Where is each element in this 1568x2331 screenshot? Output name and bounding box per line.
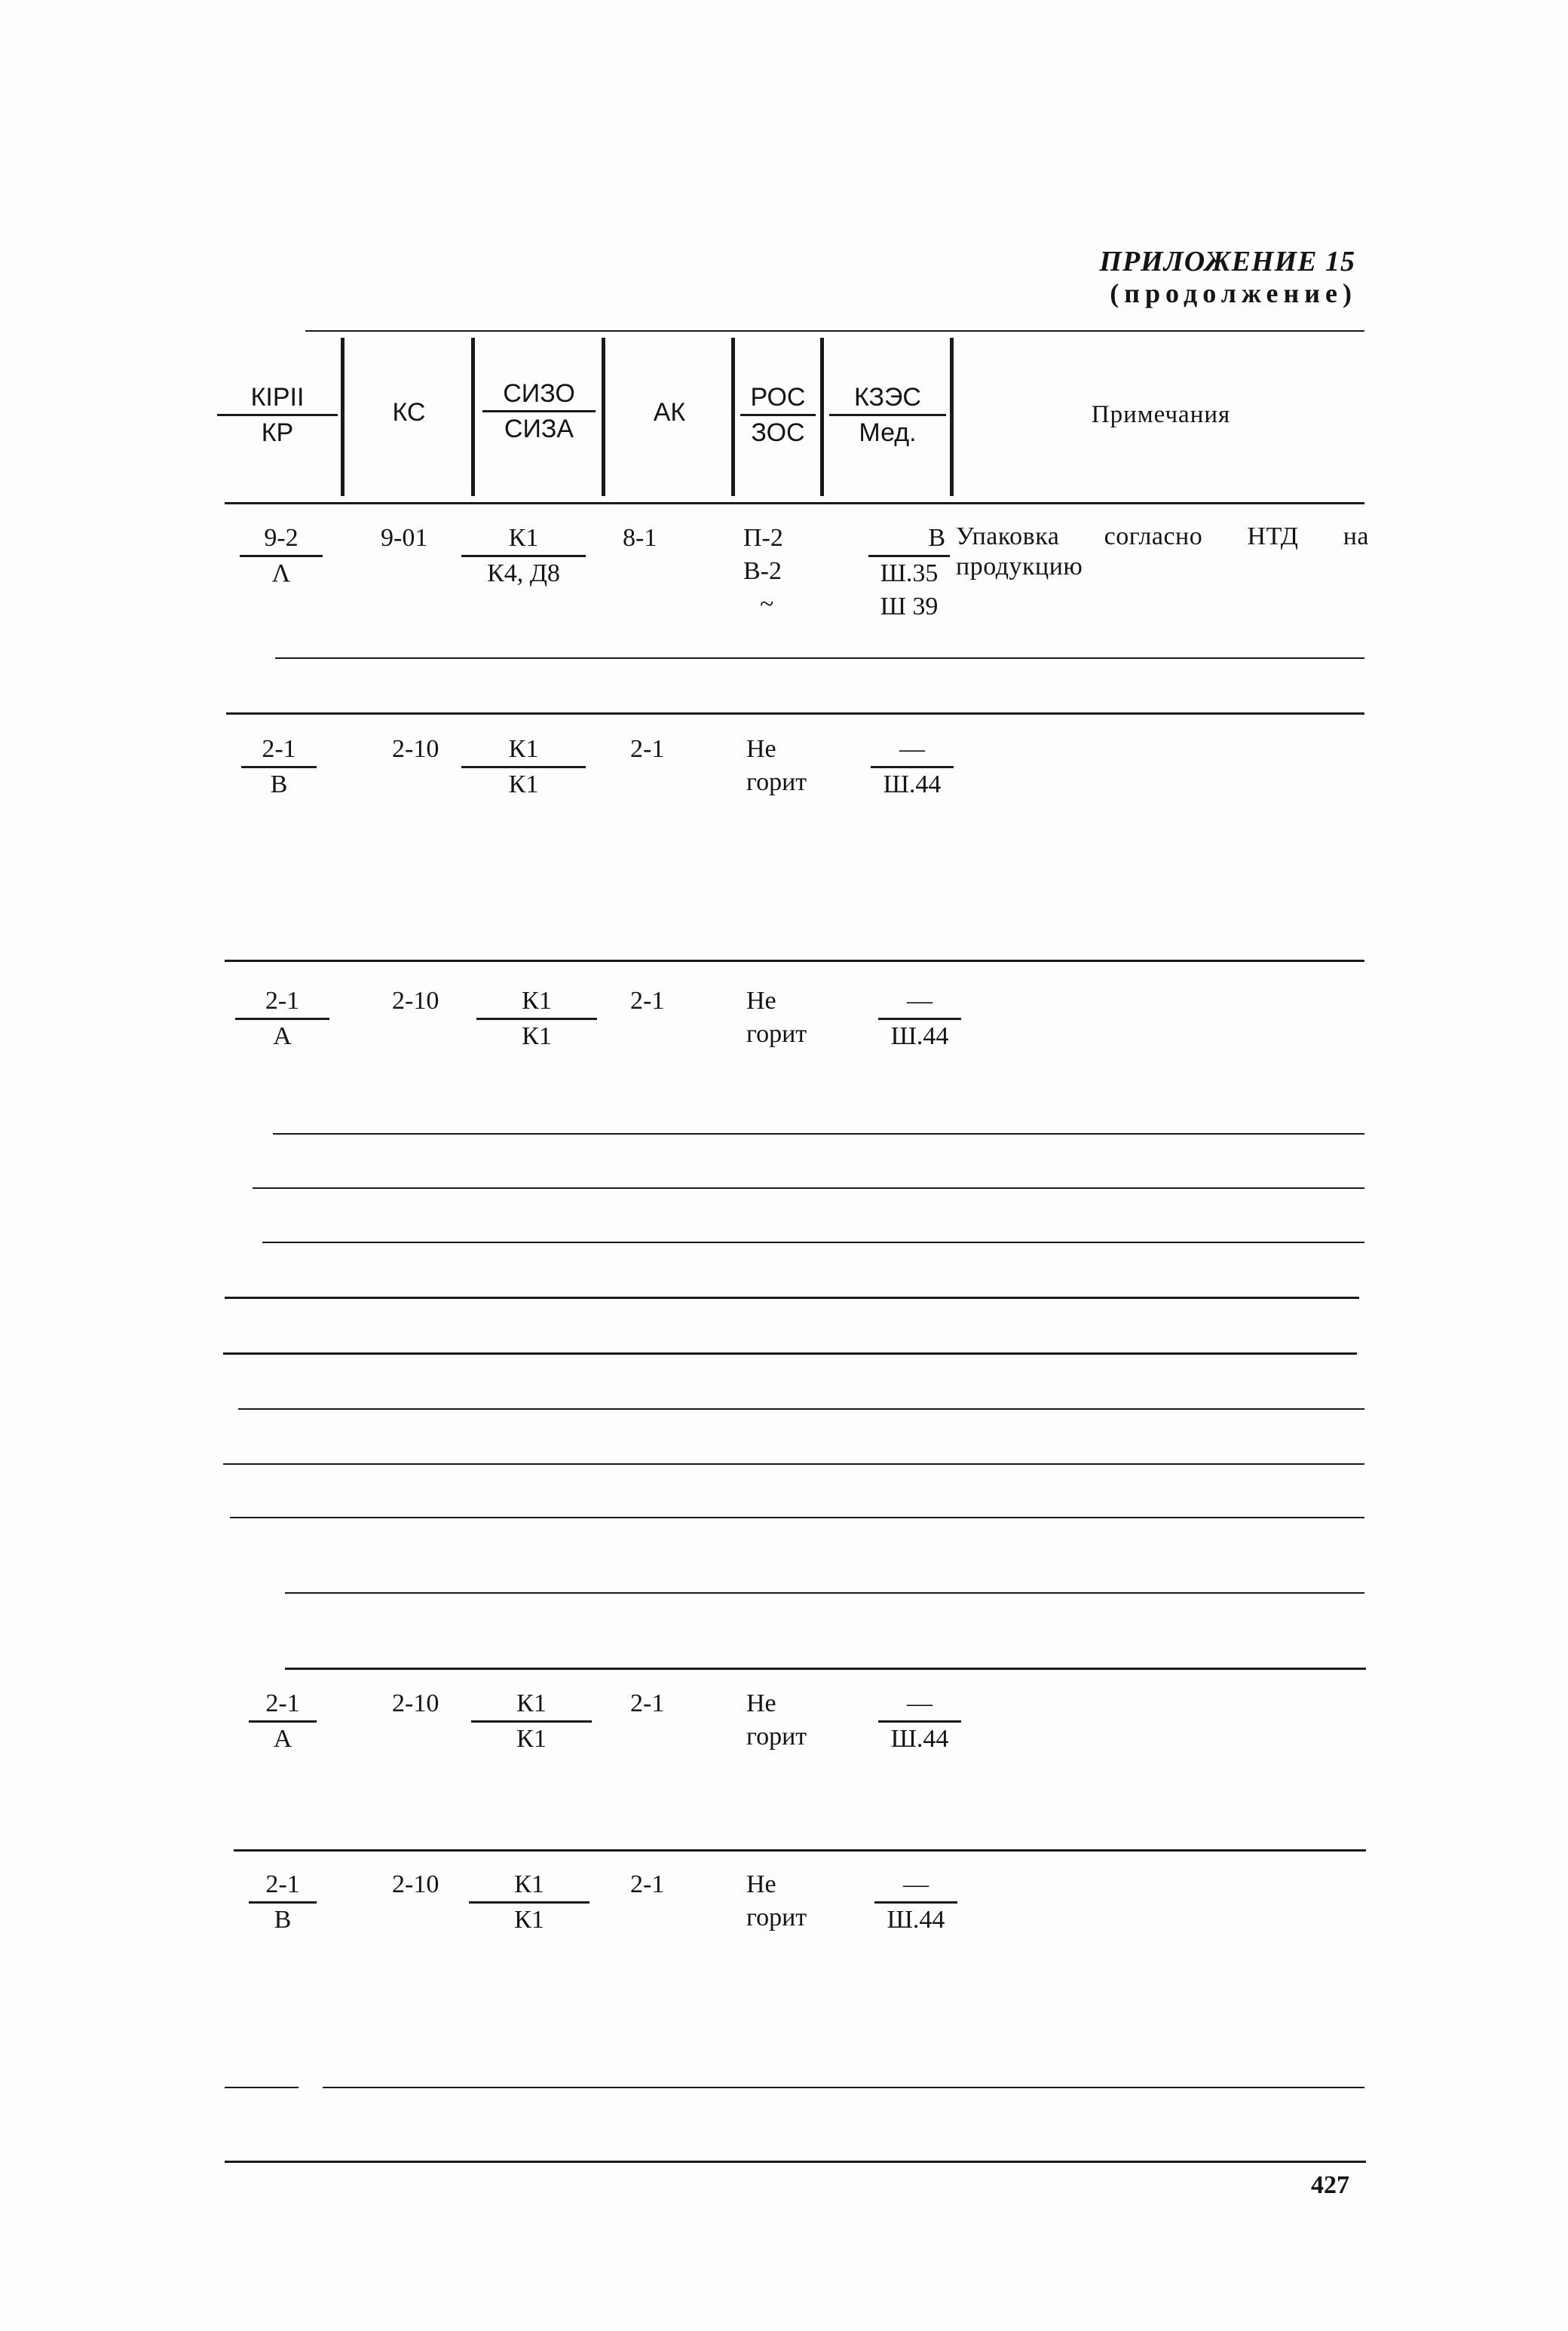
cell-sizo-siza	[469, 1868, 590, 1937]
cell-ros-line: горит	[746, 1020, 807, 1048]
row-rule	[225, 960, 1364, 962]
cell-siza: К4, Д8	[487, 559, 560, 587]
cell-ros-line: горит	[746, 1904, 807, 1931]
cell-med: Ш.35	[880, 559, 939, 587]
cell-krpii: 9-2	[240, 522, 323, 557]
row-rule	[226, 712, 1364, 715]
row-rule	[275, 657, 1364, 659]
column-header-siza: СИЗА	[504, 415, 574, 443]
cell-kzes-med	[878, 985, 961, 1053]
cell-kr: В	[274, 1906, 292, 1934]
cell-krpii-kr	[249, 1687, 317, 1756]
blank-rule	[238, 1408, 1364, 1410]
cell-ros-line: Не	[746, 1870, 776, 1898]
column-header-kzes-med	[829, 381, 946, 449]
blank-rule	[225, 2087, 299, 2088]
cell-med: Ш.44	[890, 1725, 949, 1753]
cell-ak: 2-1	[630, 1870, 665, 1898]
blank-rule	[323, 2087, 1364, 2088]
cell-sizo: К1	[461, 522, 586, 557]
cell-siza: К1	[514, 1906, 544, 1934]
cell-kzes-med	[878, 1687, 961, 1756]
cell-med: Ш 39	[880, 593, 939, 620]
column-header-ros-zos	[740, 381, 816, 449]
cell-ros-line: Не	[746, 735, 776, 763]
table-bottom-rule	[225, 2161, 1366, 2163]
cell-ros-line: П-2	[743, 524, 783, 552]
column-header-kr: КР	[261, 418, 294, 447]
column-header-notes: Примечания	[1091, 401, 1231, 428]
blank-rule	[223, 1352, 1357, 1355]
cell-siza: К1	[516, 1725, 547, 1753]
cell-kzes: В	[868, 522, 950, 557]
row-rule	[285, 1668, 1366, 1670]
cell-note: Упаковка согласно НТД на продукцию	[956, 522, 1369, 580]
row-rule	[234, 1849, 1366, 1852]
cell-krpii: 2-1	[249, 1687, 317, 1723]
cell-ros-line: горит	[746, 1723, 807, 1751]
cell-kzes-med	[868, 522, 950, 623]
cell-ks: 9-01	[381, 524, 428, 552]
cell-kzes: —	[874, 1868, 957, 1904]
column-header-sizo-siza	[482, 377, 596, 446]
cell-krpii: 2-1	[235, 985, 329, 1020]
cell-med: Ш.44	[890, 1022, 949, 1050]
column-divider	[731, 338, 735, 496]
cell-siza: К1	[508, 770, 539, 798]
cell-ros-line: ~	[760, 590, 774, 618]
cell-ak: 2-1	[630, 1689, 665, 1717]
cell-ak: 2-1	[630, 735, 665, 763]
blank-rule	[273, 1133, 1364, 1135]
cell-sizo-siza	[461, 522, 586, 590]
cell-krpii: 2-1	[249, 1868, 317, 1904]
cell-ros	[743, 522, 783, 621]
blank-rule	[230, 1517, 1364, 1518]
column-header-ak: АК	[653, 398, 686, 427]
cell-med: Ш.44	[887, 1906, 945, 1934]
column-header-krpii: КIРII	[217, 381, 338, 416]
cell-krpii-kr	[240, 522, 323, 590]
column-header-krpii-kr	[217, 381, 338, 449]
column-header-sizo: СИЗО	[482, 377, 596, 412]
cell-sizo: К1	[469, 1868, 590, 1904]
appendix-title: ПРИЛОЖЕНИЕ 15	[1099, 246, 1355, 277]
column-header-zos: ЗОС	[751, 418, 805, 447]
cell-kzes: —	[871, 733, 954, 768]
cell-ks: 2-10	[392, 1689, 439, 1717]
cell-ks: 2-10	[392, 735, 439, 763]
blank-rule	[262, 1242, 1364, 1243]
blank-rule	[253, 1187, 1364, 1189]
cell-ros-line: Не	[746, 1689, 776, 1717]
blank-rule	[223, 1463, 1364, 1465]
cell-sizo: К1	[471, 1687, 592, 1723]
cell-krpii: 2-1	[241, 733, 317, 768]
cell-ros-line: горит	[746, 768, 807, 796]
cell-ak: 2-1	[630, 987, 665, 1015]
cell-sizo-siza	[476, 985, 597, 1053]
column-divider	[471, 338, 475, 496]
cell-sizo: К1	[476, 985, 597, 1020]
table-top-rule	[305, 330, 1364, 332]
cell-sizo-siza	[461, 733, 586, 801]
column-header-kzes: КЗЭС	[829, 381, 946, 416]
cell-siza: К1	[522, 1022, 552, 1050]
blank-rule	[225, 1297, 1359, 1299]
cell-ros	[746, 1687, 807, 1754]
cell-kr: В	[270, 770, 288, 798]
cell-kzes-med	[874, 1868, 957, 1937]
column-divider	[602, 338, 605, 496]
cell-krpii-kr	[241, 733, 317, 801]
blank-rule	[285, 1592, 1364, 1594]
cell-kzes: —	[878, 1687, 961, 1723]
cell-kr: А	[273, 1725, 292, 1753]
page-number: 427	[1311, 2171, 1349, 2199]
cell-kzes: —	[878, 985, 961, 1020]
column-header-ros: РОС	[740, 381, 816, 416]
cell-ks: 2-10	[392, 1870, 439, 1898]
cell-ks: 2-10	[392, 987, 439, 1015]
appendix-subtitle: (продолжение)	[1110, 278, 1357, 308]
cell-kr: Λ	[271, 559, 291, 587]
column-divider	[950, 338, 954, 496]
cell-kzes-med	[871, 733, 954, 801]
header-bottom-rule	[225, 502, 1364, 504]
cell-ros	[746, 985, 807, 1051]
cell-ros	[746, 1868, 807, 1934]
cell-krpii-kr	[249, 1868, 317, 1937]
column-divider	[341, 338, 345, 496]
cell-krpii-kr	[235, 985, 329, 1053]
column-header-ks: КС	[392, 398, 426, 427]
cell-sizo: К1	[461, 733, 586, 768]
column-header-med: Мед.	[859, 418, 917, 447]
column-divider	[820, 338, 824, 496]
cell-kr: А	[273, 1022, 292, 1050]
cell-ros-line: В-2	[743, 557, 782, 585]
cell-ros-line: Не	[746, 987, 776, 1015]
cell-sizo-siza	[471, 1687, 592, 1756]
cell-ak: 8-1	[623, 524, 657, 552]
cell-ros	[746, 733, 807, 799]
cell-med: Ш.44	[883, 770, 942, 798]
